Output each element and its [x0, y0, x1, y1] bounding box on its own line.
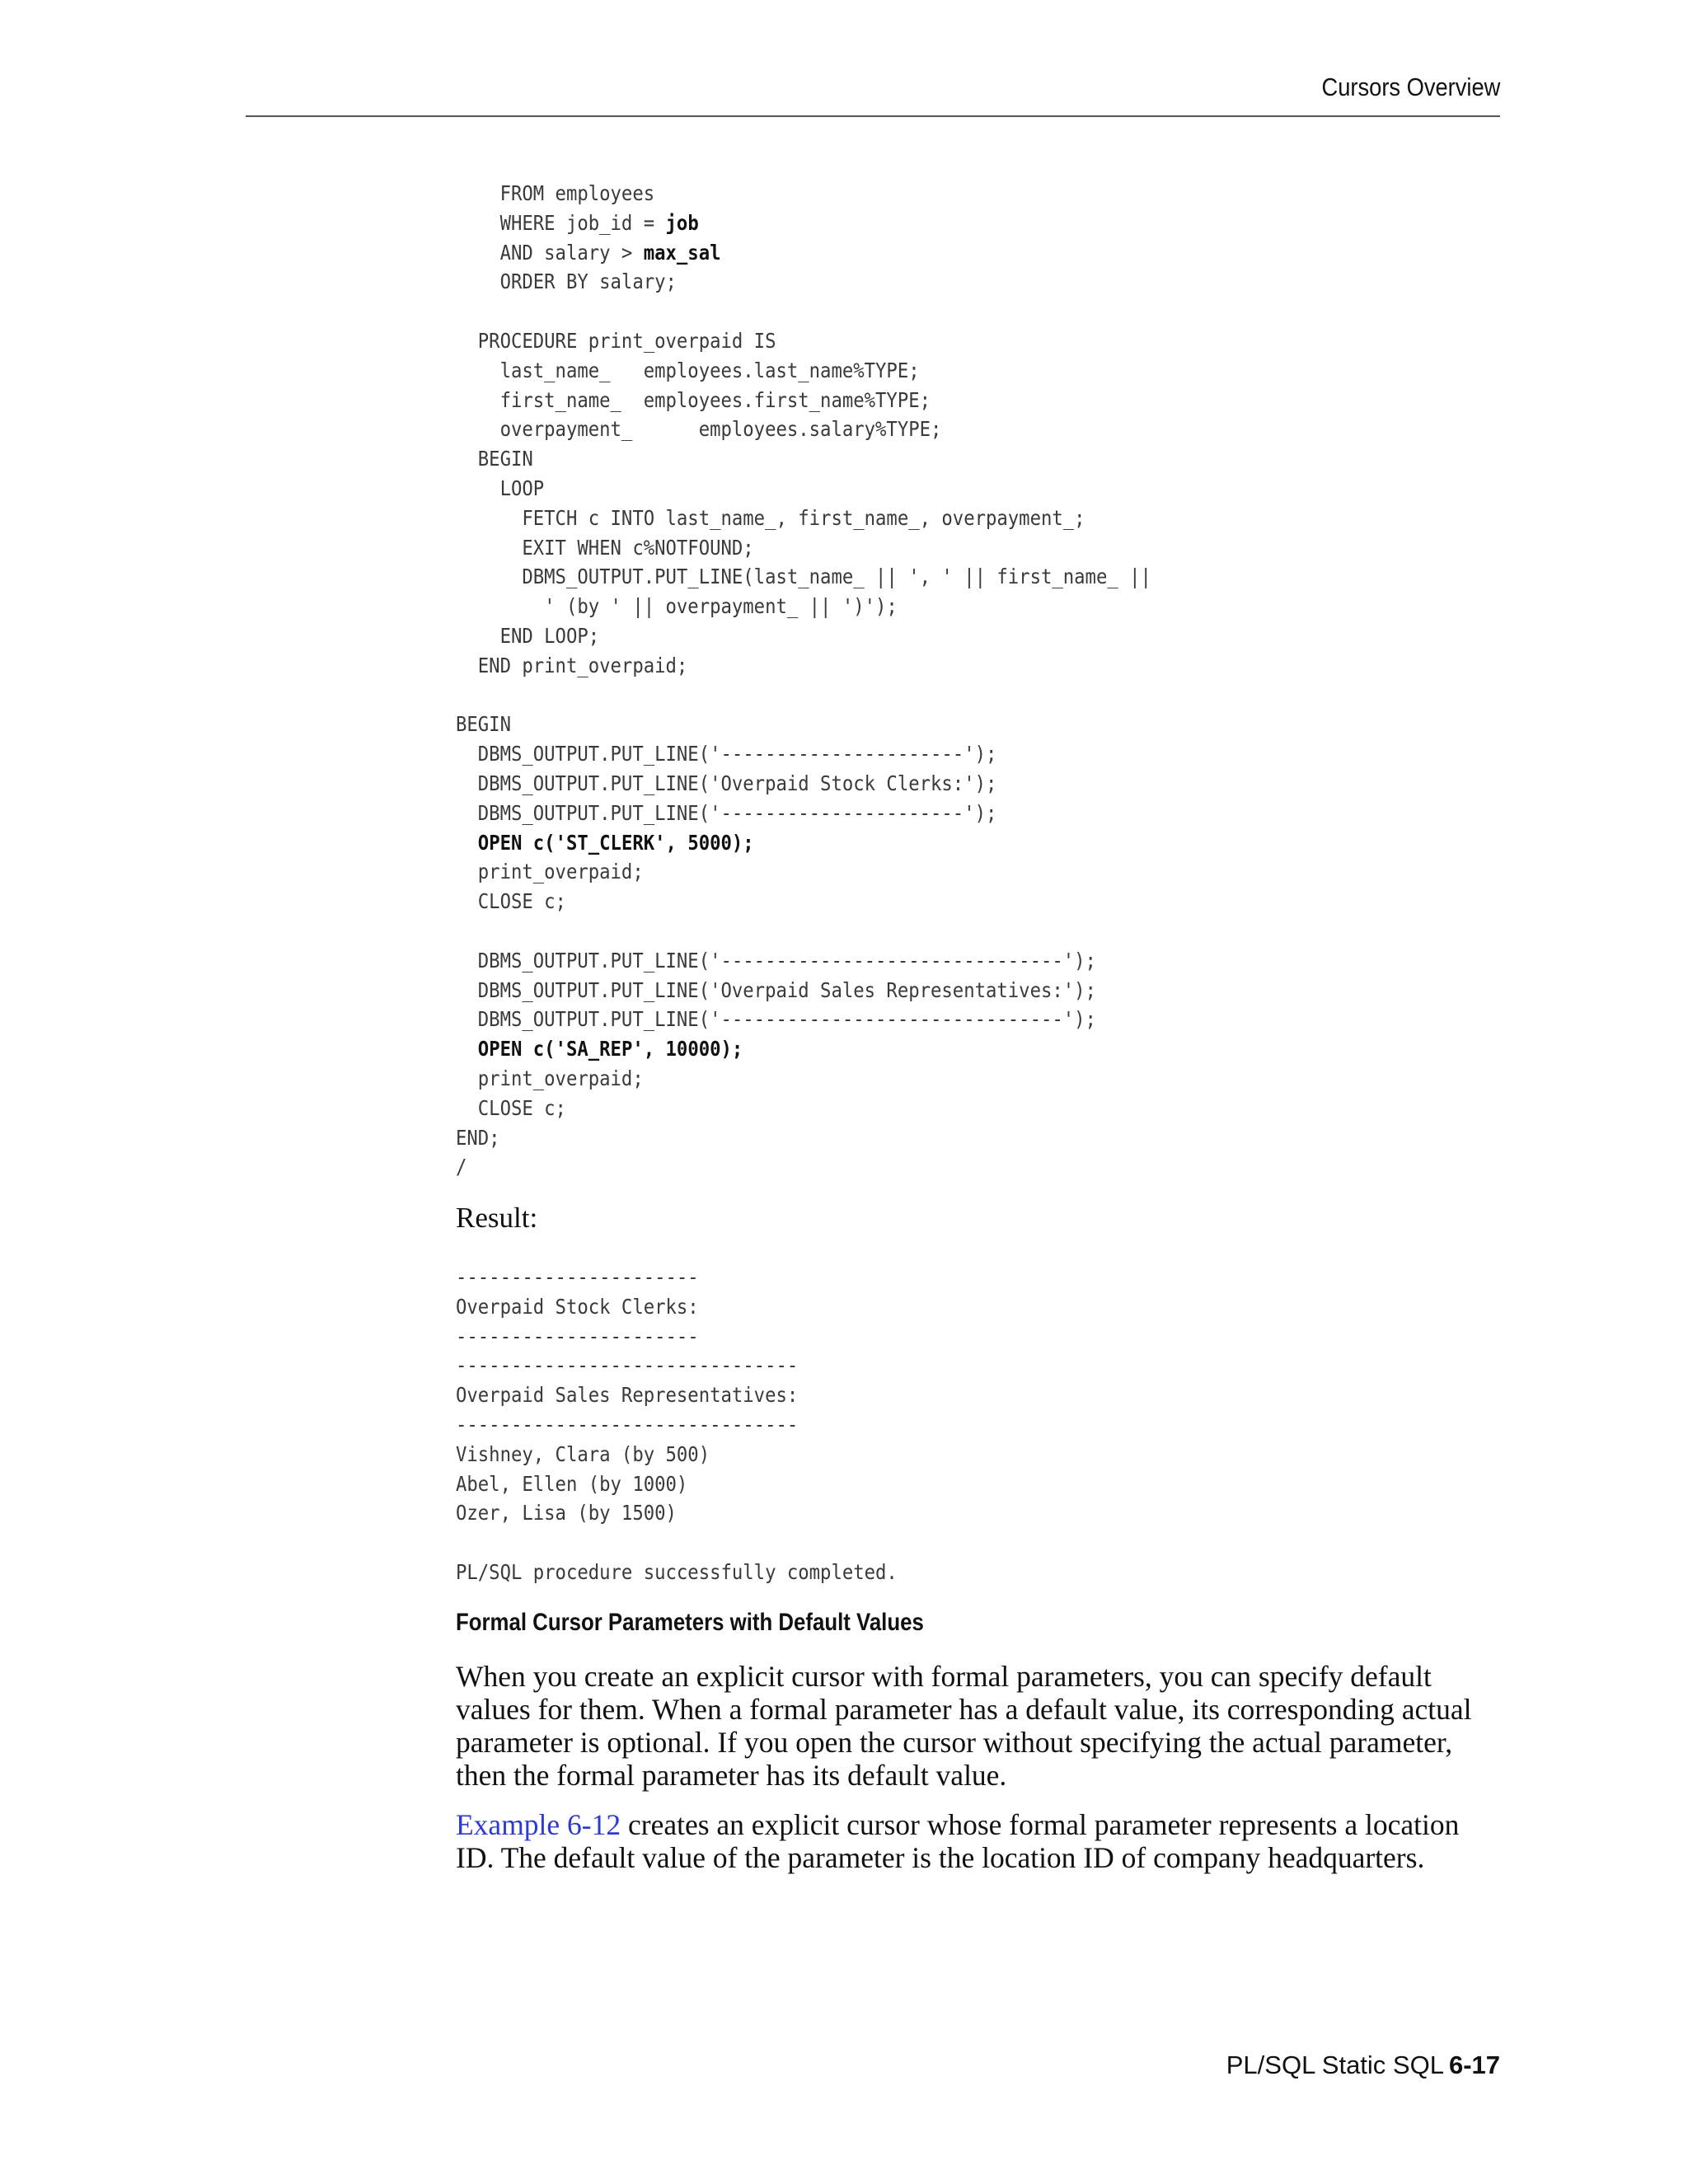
code-line	[456, 562, 1151, 592]
code-text: DBMS_OUTPUT.PUT_LINE('-------------------------------');	[456, 948, 1096, 972]
code-line	[456, 1152, 1151, 1182]
code-line	[456, 1292, 898, 1322]
result-output	[456, 1263, 898, 1587]
page-number: 6-17	[1448, 2050, 1500, 2079]
code-text: ----------------------	[456, 1324, 699, 1348]
code-bold: OPEN c('SA_REP', 10000);	[477, 1037, 743, 1062]
code-line	[456, 386, 1151, 415]
code-text: first_name_ employees.first_name%TYPE;	[456, 387, 931, 412]
code-line	[456, 1558, 898, 1587]
section-heading: Formal Cursor Parameters with Default Values	[456, 1609, 924, 1636]
code-line	[456, 710, 1151, 739]
code-text: CLOSE c;	[456, 1095, 566, 1120]
code-line	[456, 799, 1151, 828]
code-line	[456, 857, 1151, 887]
paragraph-text: creates an explicit cursor whose formal parameter represents a location ID. The default value of the parameter is the location ID of company headquarters.	[456, 1808, 1460, 1874]
footer-label: PL/SQL Static SQL	[1226, 2050, 1444, 2079]
code-line	[456, 651, 1151, 681]
code-bold: job	[665, 210, 699, 235]
result-label: Result:	[456, 1202, 538, 1234]
code-line	[456, 326, 1151, 356]
code-line	[456, 621, 1151, 651]
code-line	[456, 1469, 898, 1499]
code-text: PL/SQL procedure successfully completed.	[456, 1559, 898, 1584]
code-text: FETCH c INTO last_name_, first_name_, overpayment_;	[456, 505, 1085, 530]
code-text	[456, 831, 478, 855]
code-text: LOOP	[456, 476, 545, 500]
code-text: last_name_ employees.last_name%TYPE;	[456, 358, 920, 382]
code-line	[456, 179, 1151, 209]
code-line	[456, 681, 1151, 710]
code-line	[456, 356, 1151, 386]
code-text: FROM employees	[456, 181, 655, 205]
code-text: -------------------------------	[456, 1412, 799, 1436]
code-line	[456, 976, 1151, 1005]
code-line	[456, 415, 1151, 444]
code-text: BEGIN	[456, 712, 511, 737]
code-text: /	[456, 1155, 467, 1179]
code-text: BEGIN	[456, 447, 533, 471]
section-paragraph-2	[456, 1808, 1503, 1874]
code-line	[456, 1380, 898, 1410]
code-text: DBMS_OUTPUT.PUT_LINE('----------------------');	[456, 742, 997, 766]
code-line	[456, 1034, 1151, 1064]
running-header: Cursors Overview	[1321, 73, 1500, 101]
code-line	[456, 474, 1151, 504]
code-bold: max_sal	[643, 240, 721, 265]
code-text: PROCEDURE print_overpaid IS	[456, 328, 776, 353]
code-line	[456, 1410, 898, 1440]
code-line	[456, 504, 1151, 533]
section-paragraph: When you create an explicit cursor with formal parameters, you can specify default values for them. When a formal parameter has a default value, its corresponding actual parameter is optional. If you open the cursor without specifying the actual parameter, then the formal parameter has its default value.	[456, 1660, 1472, 1792]
code-line	[456, 238, 1151, 268]
code-line	[456, 828, 1151, 858]
code-text: AND salary >	[456, 240, 644, 265]
code-line	[456, 592, 1151, 621]
code-text: DBMS_OUTPUT.PUT_LINE('Overpaid Sales Representatives:');	[456, 977, 1096, 1002]
code-text: END LOOP;	[456, 623, 600, 648]
code-line	[456, 769, 1151, 799]
code-text: ORDER BY salary;	[456, 269, 677, 294]
code-line	[456, 267, 1151, 297]
code-text	[456, 1037, 478, 1061]
example-link[interactable]: Example 6-12	[456, 1808, 621, 1841]
code-text: Vishney, Clara (by 500)	[456, 1441, 710, 1466]
code-text: overpayment_ employees.salary%TYPE;	[456, 417, 942, 442]
code-line	[456, 1094, 1151, 1123]
code-text: print_overpaid;	[456, 1066, 644, 1090]
page-footer	[1226, 2050, 1500, 2080]
code-text: print_overpaid;	[456, 860, 644, 884]
code-line	[456, 1322, 898, 1352]
code-example	[456, 179, 1151, 1182]
code-text: DBMS_OUTPUT.PUT_LINE('----------------------');	[456, 800, 997, 825]
code-line	[456, 533, 1151, 563]
code-line	[456, 1440, 898, 1469]
code-line	[456, 1498, 898, 1528]
code-text: CLOSE c;	[456, 889, 566, 914]
code-text: DBMS_OUTPUT.PUT_LINE('-------------------------------');	[456, 1007, 1096, 1032]
code-text: END;	[456, 1125, 500, 1150]
code-text: ----------------------	[456, 1265, 699, 1289]
code-text: DBMS_OUTPUT.PUT_LINE(last_name_ || ', ' || first_name_ ||	[456, 565, 1151, 589]
code-line	[456, 1064, 1151, 1094]
code-line	[456, 444, 1151, 474]
header-divider	[246, 115, 1500, 117]
code-line	[456, 1528, 898, 1558]
code-text: Overpaid Stock Clerks:	[456, 1294, 699, 1319]
code-line	[456, 739, 1151, 769]
code-text: END print_overpaid;	[456, 653, 688, 677]
code-text: ' (by ' || overpayment_ || ')');	[456, 594, 898, 619]
code-line	[456, 1123, 1151, 1153]
code-line	[456, 946, 1151, 976]
code-text: Ozer, Lisa (by 1500)	[456, 1501, 677, 1526]
code-line	[456, 916, 1151, 946]
code-text: WHERE job_id =	[456, 210, 666, 235]
code-text: DBMS_OUTPUT.PUT_LINE('Overpaid Stock Clerks:');	[456, 771, 997, 795]
code-text: Abel, Ellen (by 1000)	[456, 1471, 688, 1496]
code-bold: OPEN c('ST_CLERK', 5000);	[477, 830, 754, 855]
code-text: EXIT WHEN c%NOTFOUND;	[456, 535, 754, 560]
code-line	[456, 1351, 898, 1380]
code-line	[456, 1263, 898, 1292]
code-text: Overpaid Sales Representatives:	[456, 1383, 799, 1408]
code-line	[456, 297, 1151, 326]
code-line	[456, 887, 1151, 916]
code-text: -------------------------------	[456, 1353, 799, 1378]
code-line	[456, 1005, 1151, 1034]
code-line	[456, 209, 1151, 238]
